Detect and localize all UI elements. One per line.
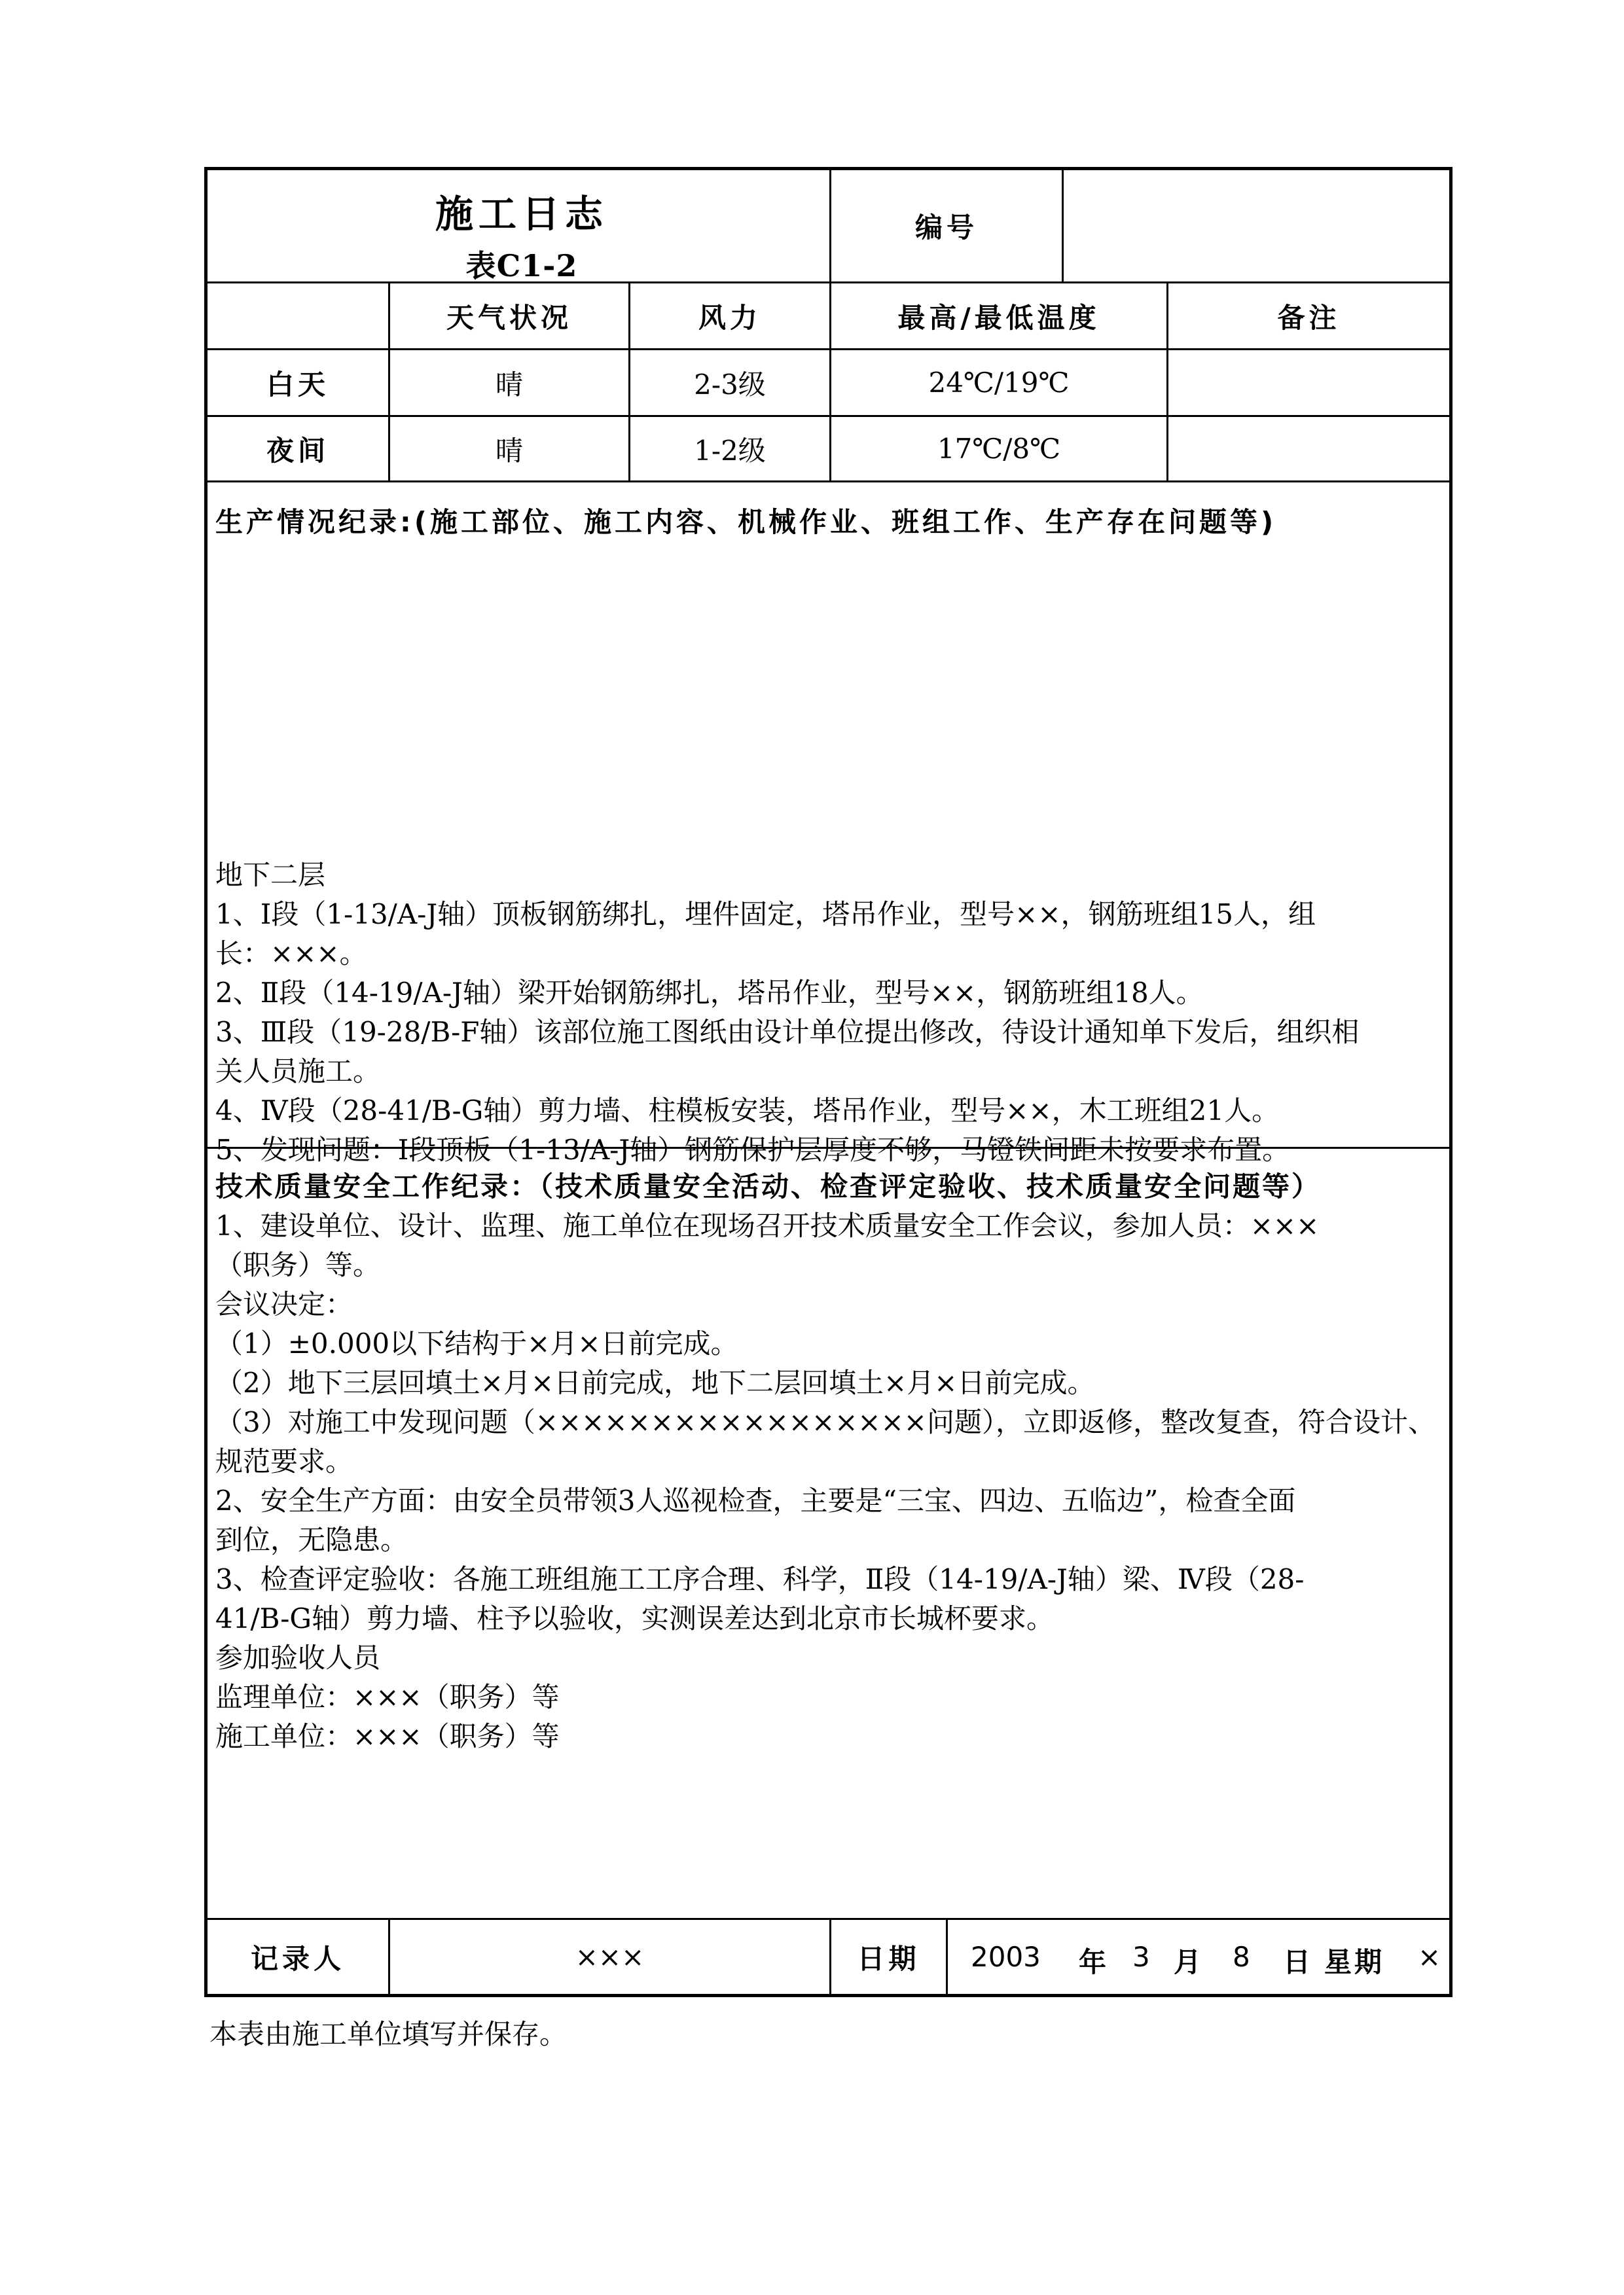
number-value[interactable] [1064,170,1449,281]
production-line: 5、发现问题：Ⅰ段顶板（1-13/A-J轴）钢筋保护层厚度不够，马镫铁间距未按要求布置。 [215,1134,1290,1166]
technical-line: 施工单位：×××（职务）等 [215,1720,560,1752]
production-line: 4、Ⅳ段（28-41/B-G轴）剪力墙、柱模板安装，塔吊作业，型号××，木工班组21人。 [215,1094,1280,1127]
date-month: 3 [1132,1941,1150,1973]
weather-row-night-wind: 1-2级 [694,434,766,467]
technical-body [215,1206,1446,1756]
technical-line: 监理单位：×××（职务）等 [215,1681,560,1713]
technical-line: 2、安全生产方面：由安全员带领3人巡视检查，主要是“三宝、四边、五临边”，检查全面 [215,1485,1296,1517]
number-label: 编号 [914,211,978,244]
technical-line: 3、检查评定验收：各施工班组施工工序合理、科学，Ⅱ段（14-19/A-J轴）梁、Ⅳ段（28- [215,1563,1305,1595]
production-line: 关人员施工。 [215,1055,381,1087]
production-heading: 生产情况纪录:(施工部位、施工内容、机械作业、班组工作、生产存在问题等) [215,506,1277,538]
construction-log-form [204,167,1453,1997]
date-day-unit: 日 [1283,1946,1311,1978]
date-weekday-label: 星期 [1324,1946,1385,1978]
date-weekday: × [1418,1941,1441,1973]
technical-line: 参加验收人员 [215,1642,381,1674]
technical-line: 41/B-G轴）剪力墙、柱予以验收，实测误差达到北京市长城杯要求。 [215,1602,1054,1635]
weather-col-condition: 天气状况 [446,301,572,334]
technical-line: （2）地下三层回填土×月×日前完成，地下二层回填土×月×日前完成。 [215,1367,1095,1399]
footer-note: 本表由施工单位填写并保存。 [209,2018,568,2050]
rule-night-bottom [208,480,1449,482]
technical-line: 1、建设单位、设计、监理、施工单位在现场召开技术质量安全工作会议，参加人员：××× [215,1210,1320,1242]
weather-row-day-wind: 2-3级 [694,368,766,401]
weather-col-remark: 备注 [1277,301,1341,334]
weather-col-temperature: 最高/最低温度 [897,301,1100,334]
technical-line: 会议决定： [215,1288,353,1320]
technical-line: 规范要求。 [215,1445,353,1477]
weather-row-day-label: 白天 [266,368,329,401]
production-line: 长：×××。 [215,937,367,969]
weather-row-day-temperature: 24℃/19℃ [928,367,1070,399]
technical-line: （职务）等。 [215,1249,381,1281]
production-line: 1、Ⅰ段（1-13/A-J轴）顶板钢筋绑扎，埋件固定，塔吊作业，型号××，钢筋班组15人，组 [215,898,1316,930]
production-line: 2、Ⅱ段（14-19/A-J轴）梁开始钢筋绑扎，塔吊作业，型号××，钢筋班组18人。 [215,977,1204,1009]
page-title: 施工日志 [435,192,608,236]
weather-row-day-condition: 晴 [495,368,523,401]
production-body [215,856,1446,1170]
date-year-unit: 年 [1079,1946,1107,1978]
weather-row-night-temperature: 17℃/8℃ [937,433,1061,465]
production-line: 3、Ⅲ段（19-28/B-F轴）该部位施工图纸由设计单位提出修改，待设计通知单下发后，组织相 [215,1016,1360,1048]
weather-row-day-remark[interactable] [1168,350,1449,415]
date-month-unit: 月 [1174,1946,1202,1978]
production-line: 地下二层 [215,859,326,891]
weather-row-night-remark[interactable] [1168,417,1449,480]
weather-row-night-condition: 晴 [495,434,523,467]
recorder-value[interactable]: ××× [575,1941,645,1973]
technical-line: （3）对施工中发现问题（×××××××××××××××××问题），立即返修，整改复查，符合设计、 [215,1406,1435,1438]
weather-row-night-label: 夜间 [266,434,329,467]
date-label: 日期 [857,1942,920,1975]
technical-line: （1）±0.000以下结构于×月×日前完成。 [215,1328,738,1360]
date-day: 8 [1233,1941,1250,1973]
technical-heading: 技术质量安全工作纪录：（技术质量安全活动、检查评定验收、技术质量安全问题等） [215,1170,1322,1202]
weather-col-wind: 风力 [698,301,761,334]
date-year: 2003 [971,1941,1041,1973]
recorder-label: 记录人 [250,1942,345,1975]
technical-line: 到位，无隐患。 [215,1524,408,1556]
form-code: 表C1-2 [465,248,578,283]
date-value[interactable] [948,1920,1449,1994]
